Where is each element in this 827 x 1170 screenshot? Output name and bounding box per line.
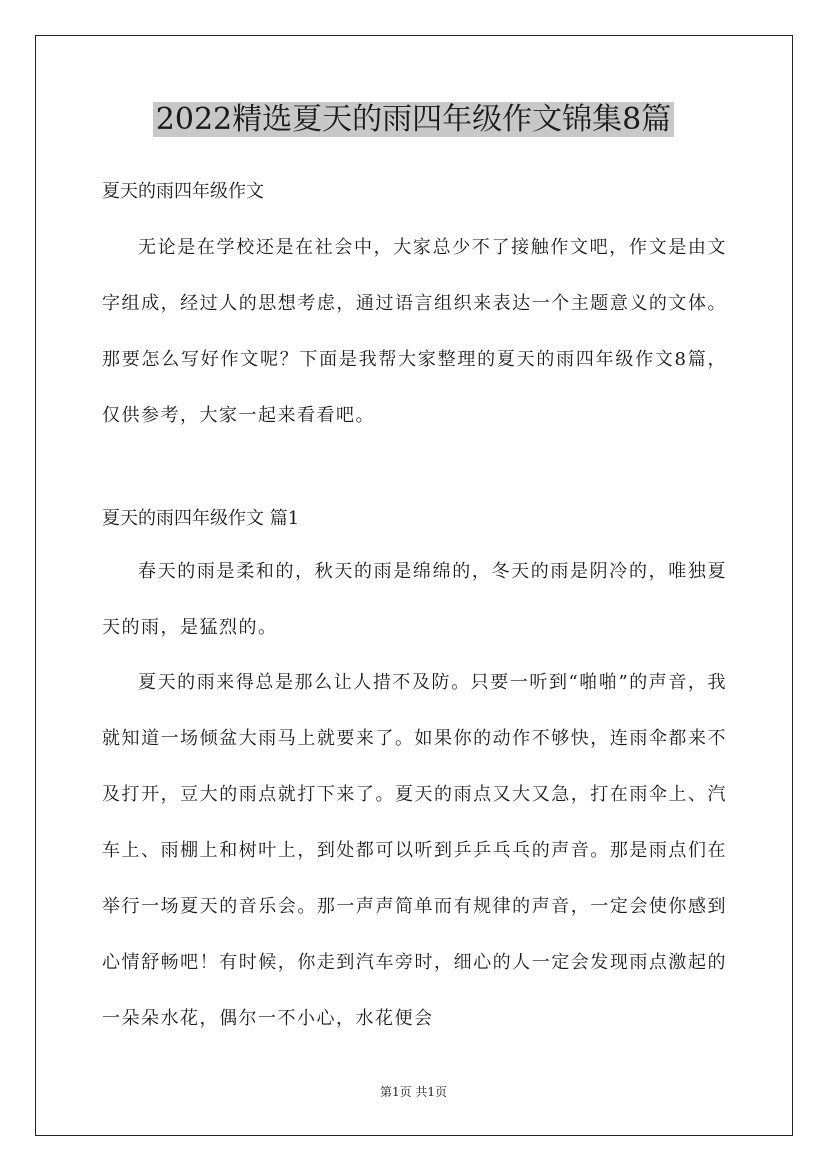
body-paragraph-2: 夏天的雨来得总是那么让人措不及防。只要一听到“啪啪”的声音，我就知道一场倾盆大雨马上就要来了。如果你的动作不够快，连雨伞都来不及打开，豆大的雨点就打下来了。夏天的雨点又大又急，打在雨伞上、汽车上、雨棚上和树叶上，到处都可以听到乒乒乓乓的声音。那是雨点们在举行一场夏天的音乐会。那一声声简单而有规律的声音，一定会使你感到心情舒畅吧！有时候，你走到汽车旁时，细心的人一定会发现雨点激起的一朵朵水花，偶尔一不小心，水花便会: [102, 672, 727, 1029]
section-heading: 夏天的雨四年级作文: [102, 181, 264, 202]
body-paragraph-1: 春天的雨是柔和的，秋天的雨是绵绵的，冬天的雨是阴冷的，唯独夏天的雨，是猛烈的。: [102, 561, 727, 638]
article-heading: 夏天的雨四年级作文 篇1: [102, 508, 300, 529]
document-title-text: 2022精选夏天的雨四年级作文锦集8篇: [153, 102, 674, 137]
page-footer: 第1页 共1页: [379, 1085, 448, 1099]
document-title: [0, 98, 827, 142]
intro-paragraph: 无论是在学校还是在社会中，大家总少不了接触作文吧，作文是由文字组成，经过人的思想考虑，通过语言组织来表达一个主题意义的文体。那要怎么写好作文呢？下面是我帮大家整理的夏天的雨四年级作文8篇，仅供参考，大家一起来看看吧。: [102, 237, 727, 426]
